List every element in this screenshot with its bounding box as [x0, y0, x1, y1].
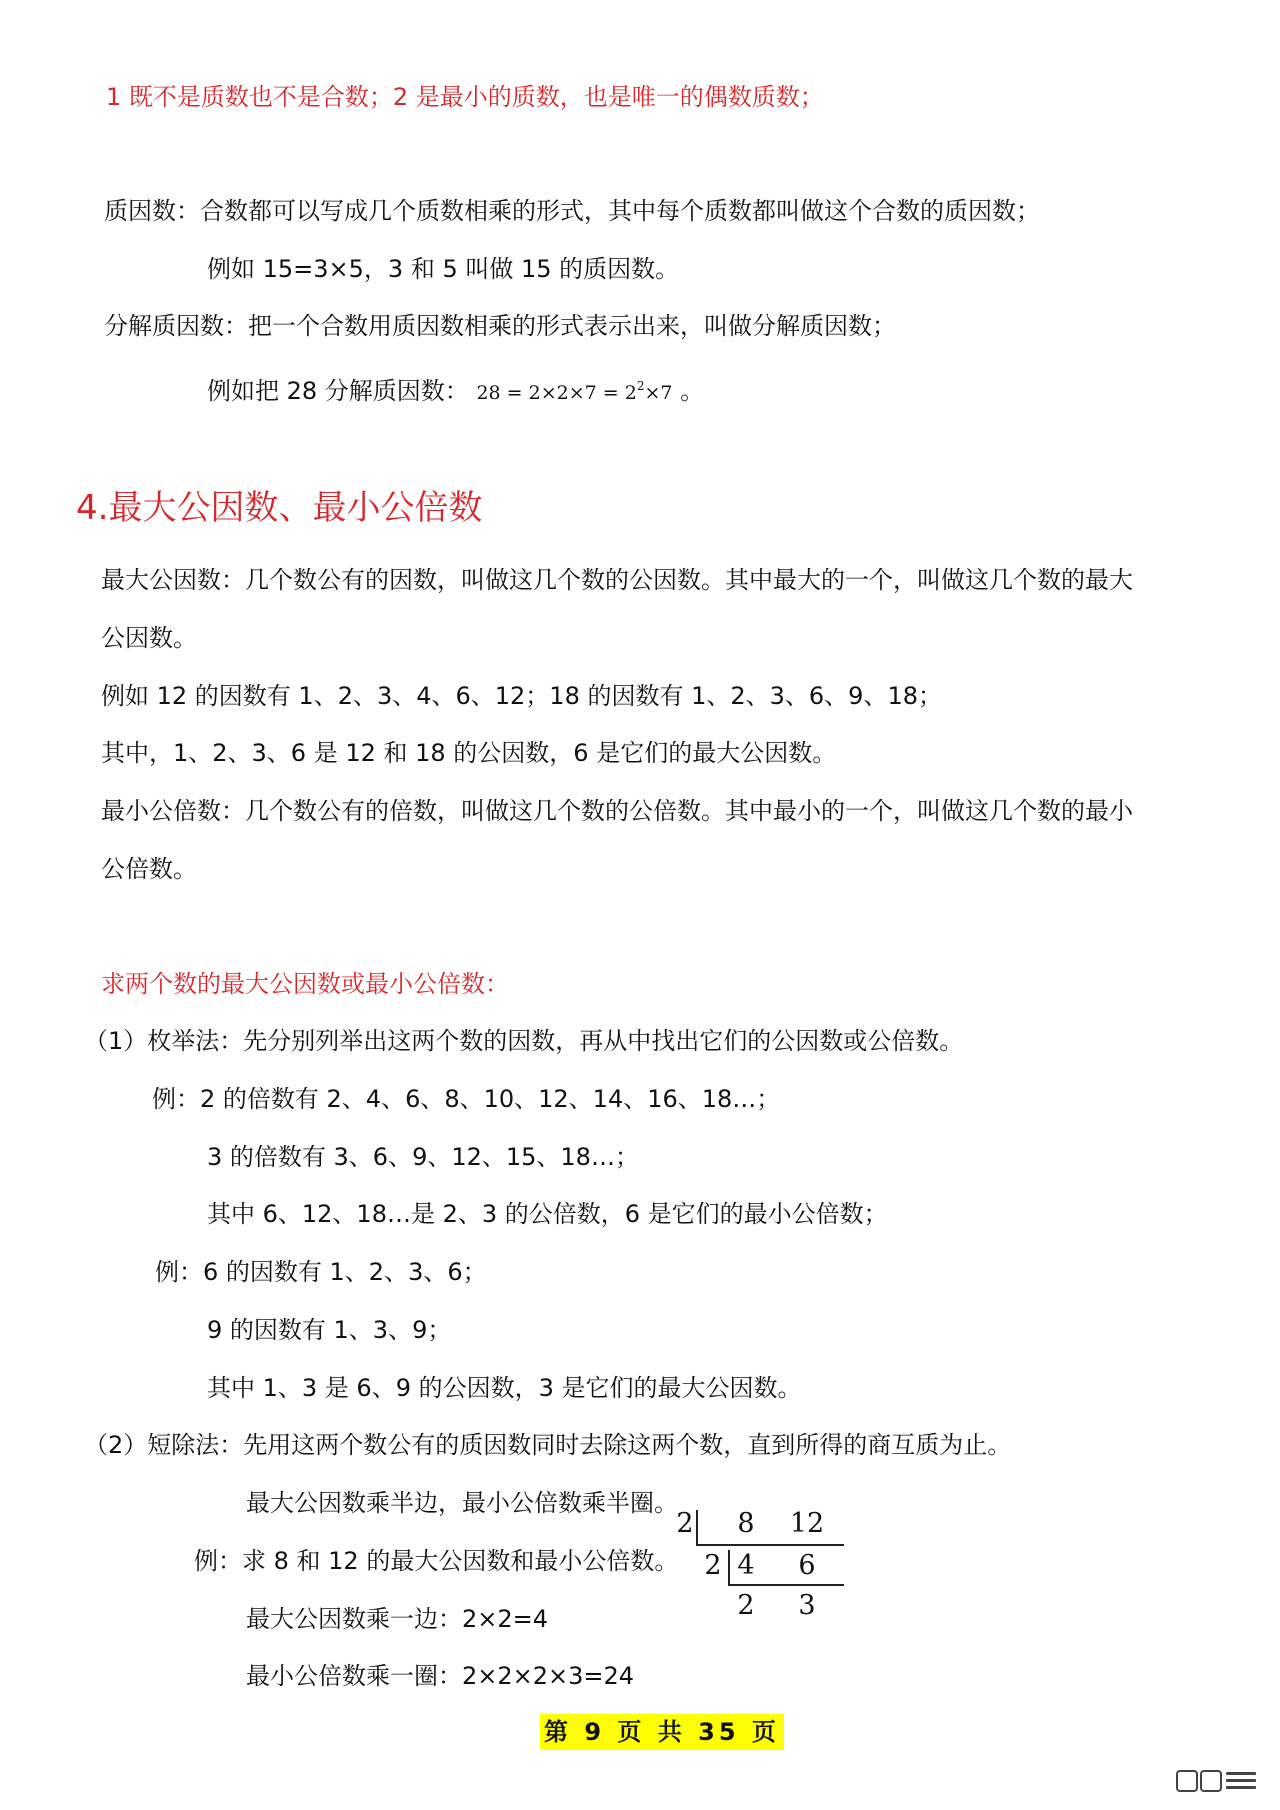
short-division-gcd: 最大公因数乘一边：2×2=4	[246, 1605, 549, 1633]
division-bracket-horizontal-2	[728, 1584, 844, 1586]
division-bracket-horizontal-1	[696, 1544, 844, 1546]
result-3: 3	[798, 1590, 816, 1621]
enum-example1-line1: 例：2 的倍数有 2、4、6、8、10、12、14、16、18…；	[152, 1085, 781, 1113]
decompose-example	[207, 369, 704, 410]
decompose-example-suffix: 。	[680, 377, 705, 405]
enum-example1-line2: 3 的倍数有 3、6、9、12、15、18…；	[207, 1143, 639, 1171]
intro-line: 1 既不是质数也不是合数；2 是最小的质数，也是唯一的偶数质数；	[106, 83, 824, 111]
prime-factor-example: 例如 15=3×5，3 和 5 叫做 15 的质因数。	[207, 255, 680, 283]
short-division-rule: 最大公因数乘半边，最小公倍数乘半圈。	[246, 1489, 678, 1517]
gcd-example-line2: 其中，1、2、3、6 是 12 和 18 的公因数，6 是它们的最大公因数。	[101, 739, 837, 767]
fit-page-icon[interactable]	[1176, 1770, 1198, 1792]
lcm-definition-line2: 公倍数。	[101, 855, 197, 883]
result-2: 2	[737, 1590, 755, 1621]
methods-title: 求两个数的最大公因数或最小公倍数：	[101, 970, 509, 998]
decompose-example-prefix: 例如把 28 分解质因数：	[207, 377, 469, 405]
method-short-division: （2）短除法：先用这两个数公有的质因数同时去除这两个数，直到所得的商互质为止。	[84, 1431, 1012, 1459]
enum-example1-line3: 其中 6、12、18…是 2、3 的公倍数，6 是它们的最小公倍数；	[207, 1200, 888, 1228]
gcd-definition-line2: 公因数。	[101, 624, 197, 652]
division-bracket-vertical-2	[728, 1550, 730, 1584]
quotient-4: 4	[737, 1550, 755, 1581]
section-heading: 4.最大公因数、最小公倍数	[76, 488, 483, 528]
formula-tail: ×7	[644, 382, 673, 404]
enum-example2-line2: 9 的因数有 1、3、9；	[207, 1316, 452, 1344]
divisor-1: 2	[676, 1508, 694, 1539]
formula-exponent: 2	[636, 379, 645, 393]
divisor-2: 2	[704, 1550, 722, 1581]
lcm-definition-line1: 最小公倍数：几个数公有的倍数，叫做这几个数的公倍数。其中最小的一个，叫做这几个数的最小	[101, 797, 1133, 825]
decompose-formula	[476, 379, 673, 404]
short-division-lcm: 最小公倍数乘一圈：2×2×2×3=24	[246, 1662, 635, 1690]
gcd-definition-line1: 最大公因数：几个数公有的因数，叫做这几个数的公因数。其中最大的一个，叫做这几个数的最大	[101, 566, 1133, 594]
page-indicator: 第 9 页 共 35 页	[540, 1714, 784, 1750]
fit-width-icon[interactable]	[1200, 1770, 1222, 1792]
enum-example2-line3: 其中 1、3 是 6、9 的公因数，3 是它们的最大公因数。	[207, 1374, 802, 1402]
method-enumeration: （1）枚举法：先分别列举出这两个数的因数，再从中找出它们的公因数或公倍数。	[84, 1027, 964, 1055]
dividend-12: 12	[789, 1508, 825, 1539]
gcd-example-line1: 例如 12 的因数有 1、2、3、4、6、12；18 的因数有 1、2、3、6、9、18；	[101, 682, 942, 710]
quotient-6: 6	[798, 1550, 816, 1581]
menu-icon[interactable]	[1226, 1772, 1256, 1793]
enum-example2-line1: 例：6 的因数有 1、2、3、6；	[155, 1258, 487, 1286]
short-division-example: 例：求 8 和 12 的最大公因数和最小公倍数。	[194, 1547, 679, 1575]
prime-factor-definition: 质因数：合数都可以写成几个质数相乘的形式，其中每个质数都叫做这个合数的质因数；	[104, 197, 1040, 225]
dividend-8: 8	[737, 1508, 755, 1539]
formula-main: 28 = 2×2×7 = 2	[476, 382, 637, 404]
division-bracket-vertical-1	[696, 1510, 698, 1544]
decompose-definition: 分解质因数：把一个合数用质因数相乘的形式表示出来，叫做分解质因数；	[104, 312, 896, 340]
